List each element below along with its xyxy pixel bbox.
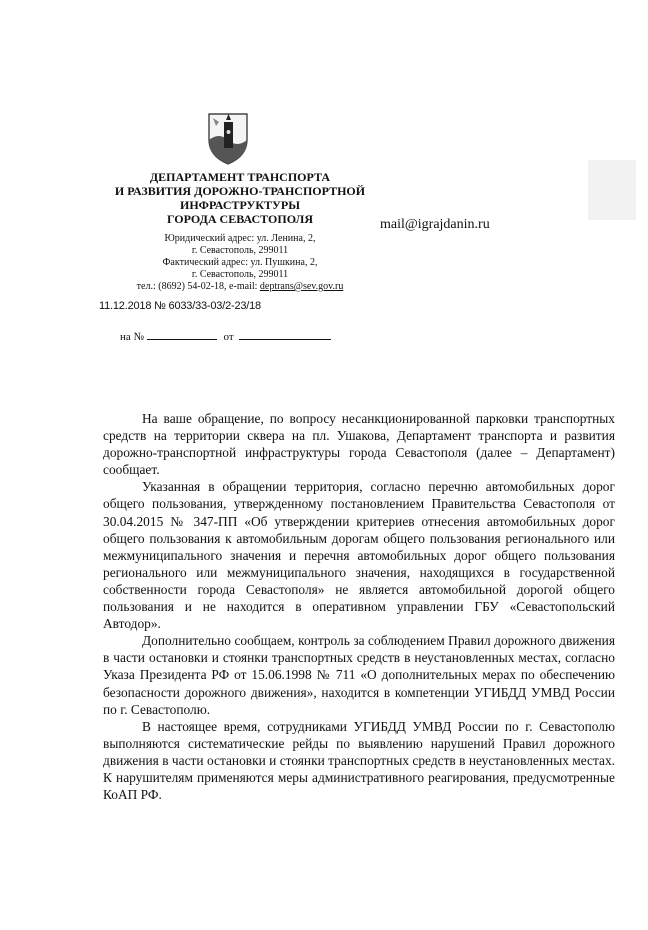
actual-address-line: Фактический адрес: ул. Пушкина, 2, bbox=[162, 257, 318, 268]
org-name-line: ДЕПАРТАМЕНТ ТРАНСПОРТА bbox=[149, 170, 331, 184]
actual-city-line: г. Севастополь, 299011 bbox=[191, 269, 289, 280]
body-paragraph: Указанная в обращении территория, согласно перечню автомобильных дорог общего пользования, утвержденному постановлением Правительства Севастополя от 30.04.2015 № 347-ПП «Об утверждении критериев отнесения автомобильных дорог общего пользования к автомобильным дорогам общего пользования регионального или межмуниципального значения и перечня автомобильных дорог общего пользования регионального или межмуниципального значения, находящихся в государственной собственности города Севастополя» не является автомобильной дорогой общего пользования и не находится в оперативном управлении ГБУ «Севастопольский Автодор». bbox=[103, 479, 615, 632]
body-paragraph: На ваше обращение, по вопросу несанкционированной парковки транспортных средств на территории сквера на пл. Ушакова, Департамент транспорта и развития дорожно-транспортной инфраструктуры города Севастополя (далее – Департамент) сообщает. bbox=[103, 411, 615, 478]
org-name-line: ГОРОДА СЕВАСТОПОЛЯ bbox=[166, 212, 314, 226]
coat-of-arms-icon bbox=[205, 110, 251, 166]
legal-address-line: Юридический адрес: ул. Ленина, 2, bbox=[164, 233, 316, 244]
body-paragraph: Дополнительно сообщаем, контроль за соблюдением Правил дорожного движения в части остановки и стоянки транспортных средств в неустановленных местах, согласно Указа Президента РФ от 15.06.1998 № 711 «О дополнительных мерах по обеспечению безопасности дорожного движения», находится в компетенции УГИБДД УМВД России по г. Севастополю. bbox=[103, 633, 615, 717]
reference-number-blank bbox=[147, 329, 217, 340]
sevastopol-coat-of-arms bbox=[205, 110, 251, 166]
body-paragraph: В настоящее время, сотрудниками УГИБДД УМВД России по г. Севастополю выполняются систематические рейды по выявлению нарушений Правил дорожного движения в части остановки и стоянки транспортных средств в неустановленных местах. К нарушителям применяются меры административного реагирования, предусмотренные КоАП РФ. bbox=[103, 718, 615, 803]
organization-address bbox=[100, 233, 380, 293]
redacted-area bbox=[588, 160, 636, 220]
reference-line bbox=[120, 329, 331, 343]
recipient-email: mail@igrajdanin.ru bbox=[380, 217, 490, 232]
reference-date-label: от bbox=[223, 331, 234, 343]
letter-body bbox=[103, 410, 615, 803]
reference-date-blank bbox=[239, 329, 331, 340]
legal-city-line: г. Севастополь, 299011 bbox=[191, 245, 289, 256]
contact-email-link[interactable]: deptrans@sev.gov.ru bbox=[259, 281, 344, 292]
contact-line bbox=[100, 281, 380, 293]
reference-number-label: на № bbox=[120, 331, 145, 343]
phone-text: тел.: (8692) 54-02-18, e-mail: bbox=[136, 281, 260, 292]
organization-name bbox=[100, 170, 380, 226]
org-name-line: ИНФРАСТРУКТУРЫ bbox=[180, 198, 300, 212]
registration-number: 11.12.2018 № 6033/33-03/2-23/18 bbox=[99, 300, 261, 312]
org-name-line: И РАЗВИТИЯ ДОРОЖНО-ТРАНСПОРТНОЙ bbox=[114, 184, 366, 198]
